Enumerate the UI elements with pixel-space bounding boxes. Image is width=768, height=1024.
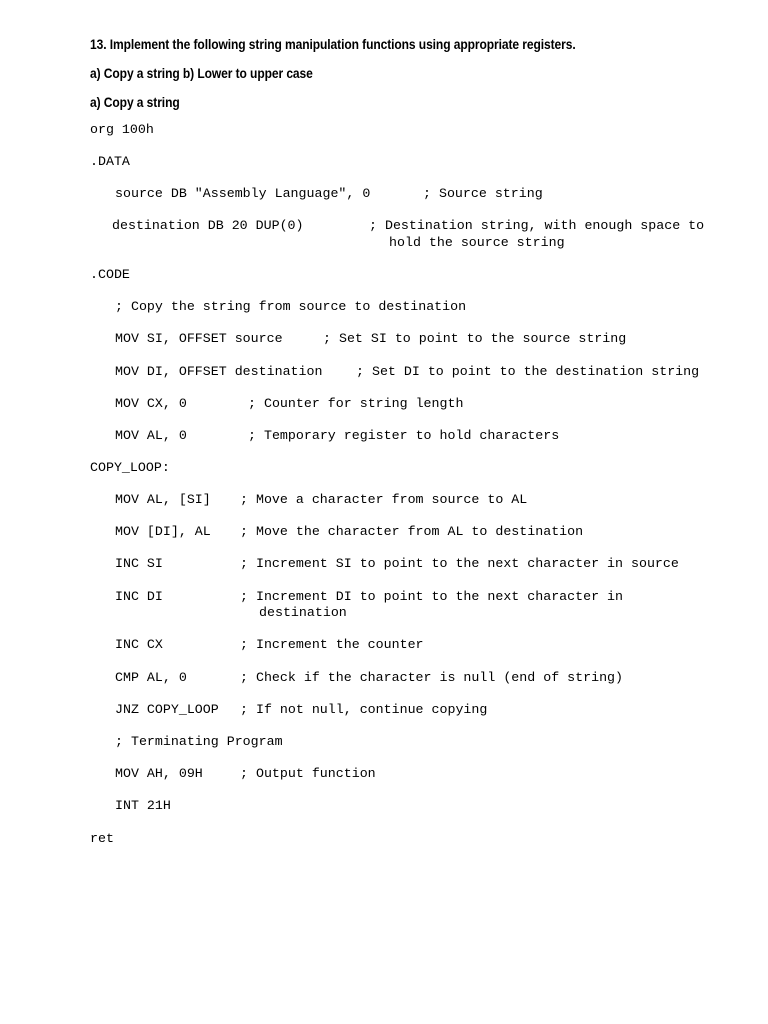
code-mov-ah: MOV AH, 09H — [115, 766, 203, 781]
code-inc-si-comment: ; Increment SI to point to the next character in source — [240, 556, 679, 571]
code-mov-ah-comment: ; Output function — [240, 766, 376, 781]
code-inc-di: INC DI — [115, 589, 163, 604]
code-org: org 100h — [90, 122, 154, 137]
code-loop-mov-di-comment: ; Move the character from AL to destination — [240, 524, 584, 539]
code-copy-comment: ; Copy the string from source to destination — [115, 299, 467, 314]
code-loop-mov-al: MOV AL, [SI] — [115, 492, 211, 507]
code-mov-si: MOV SI, OFFSET source — [115, 331, 283, 346]
code-jnz: JNZ COPY_LOOP — [115, 702, 219, 717]
code-mov-di: MOV DI, OFFSET destination — [115, 364, 323, 379]
code-inc-si: INC SI — [115, 556, 163, 571]
code-inc-di-comment-cont: destination — [259, 605, 347, 620]
section-subheading: a) Copy a string — [90, 94, 180, 110]
code-inc-cx: INC CX — [115, 637, 163, 652]
code-jnz-comment: ; If not null, continue copying — [240, 702, 488, 717]
code-cmp-al: CMP AL, 0 — [115, 670, 187, 685]
code-source-decl: source DB "Assembly Language", 0 — [115, 186, 371, 201]
code-dest-comment-cont: hold the source string — [389, 235, 565, 250]
code-mov-al: MOV AL, 0 — [115, 428, 187, 443]
code-inc-cx-comment: ; Increment the counter — [240, 637, 424, 652]
code-code-directive: .CODE — [90, 267, 130, 282]
code-dest-decl: destination DB 20 DUP(0) — [112, 218, 304, 233]
code-mov-cx: MOV CX, 0 — [115, 396, 187, 411]
code-cmp-al-comment: ; Check if the character is null (end of string) — [240, 670, 624, 685]
code-loop-mov-di: MOV [DI], AL — [115, 524, 211, 539]
code-loop-mov-al-comment: ; Move a character from source to AL — [240, 492, 528, 507]
code-data-directive: .DATA — [90, 154, 130, 169]
code-mov-si-comment: ; Set SI to point to the source string — [323, 331, 627, 346]
code-mov-di-comment: ; Set DI to point to the destination string — [356, 364, 700, 379]
code-ret: ret — [90, 831, 114, 846]
code-int: INT 21H — [115, 798, 171, 813]
code-mov-cx-comment: ; Counter for string length — [248, 396, 464, 411]
question-parts: a) Copy a string b) Lower to upper case — [90, 65, 313, 81]
question-heading: 13. Implement the following string manipulation functions using appropriate registers. — [90, 36, 576, 52]
code-inc-di-comment: ; Increment DI to point to the next character in — [240, 589, 624, 604]
code-terminate-comment: ; Terminating Program — [115, 734, 283, 749]
code-source-comment: ; Source string — [423, 186, 543, 201]
code-label: COPY_LOOP: — [90, 460, 170, 475]
code-mov-al-comment: ; Temporary register to hold characters — [248, 428, 560, 443]
code-dest-comment: ; Destination string, with enough space to — [369, 218, 705, 233]
